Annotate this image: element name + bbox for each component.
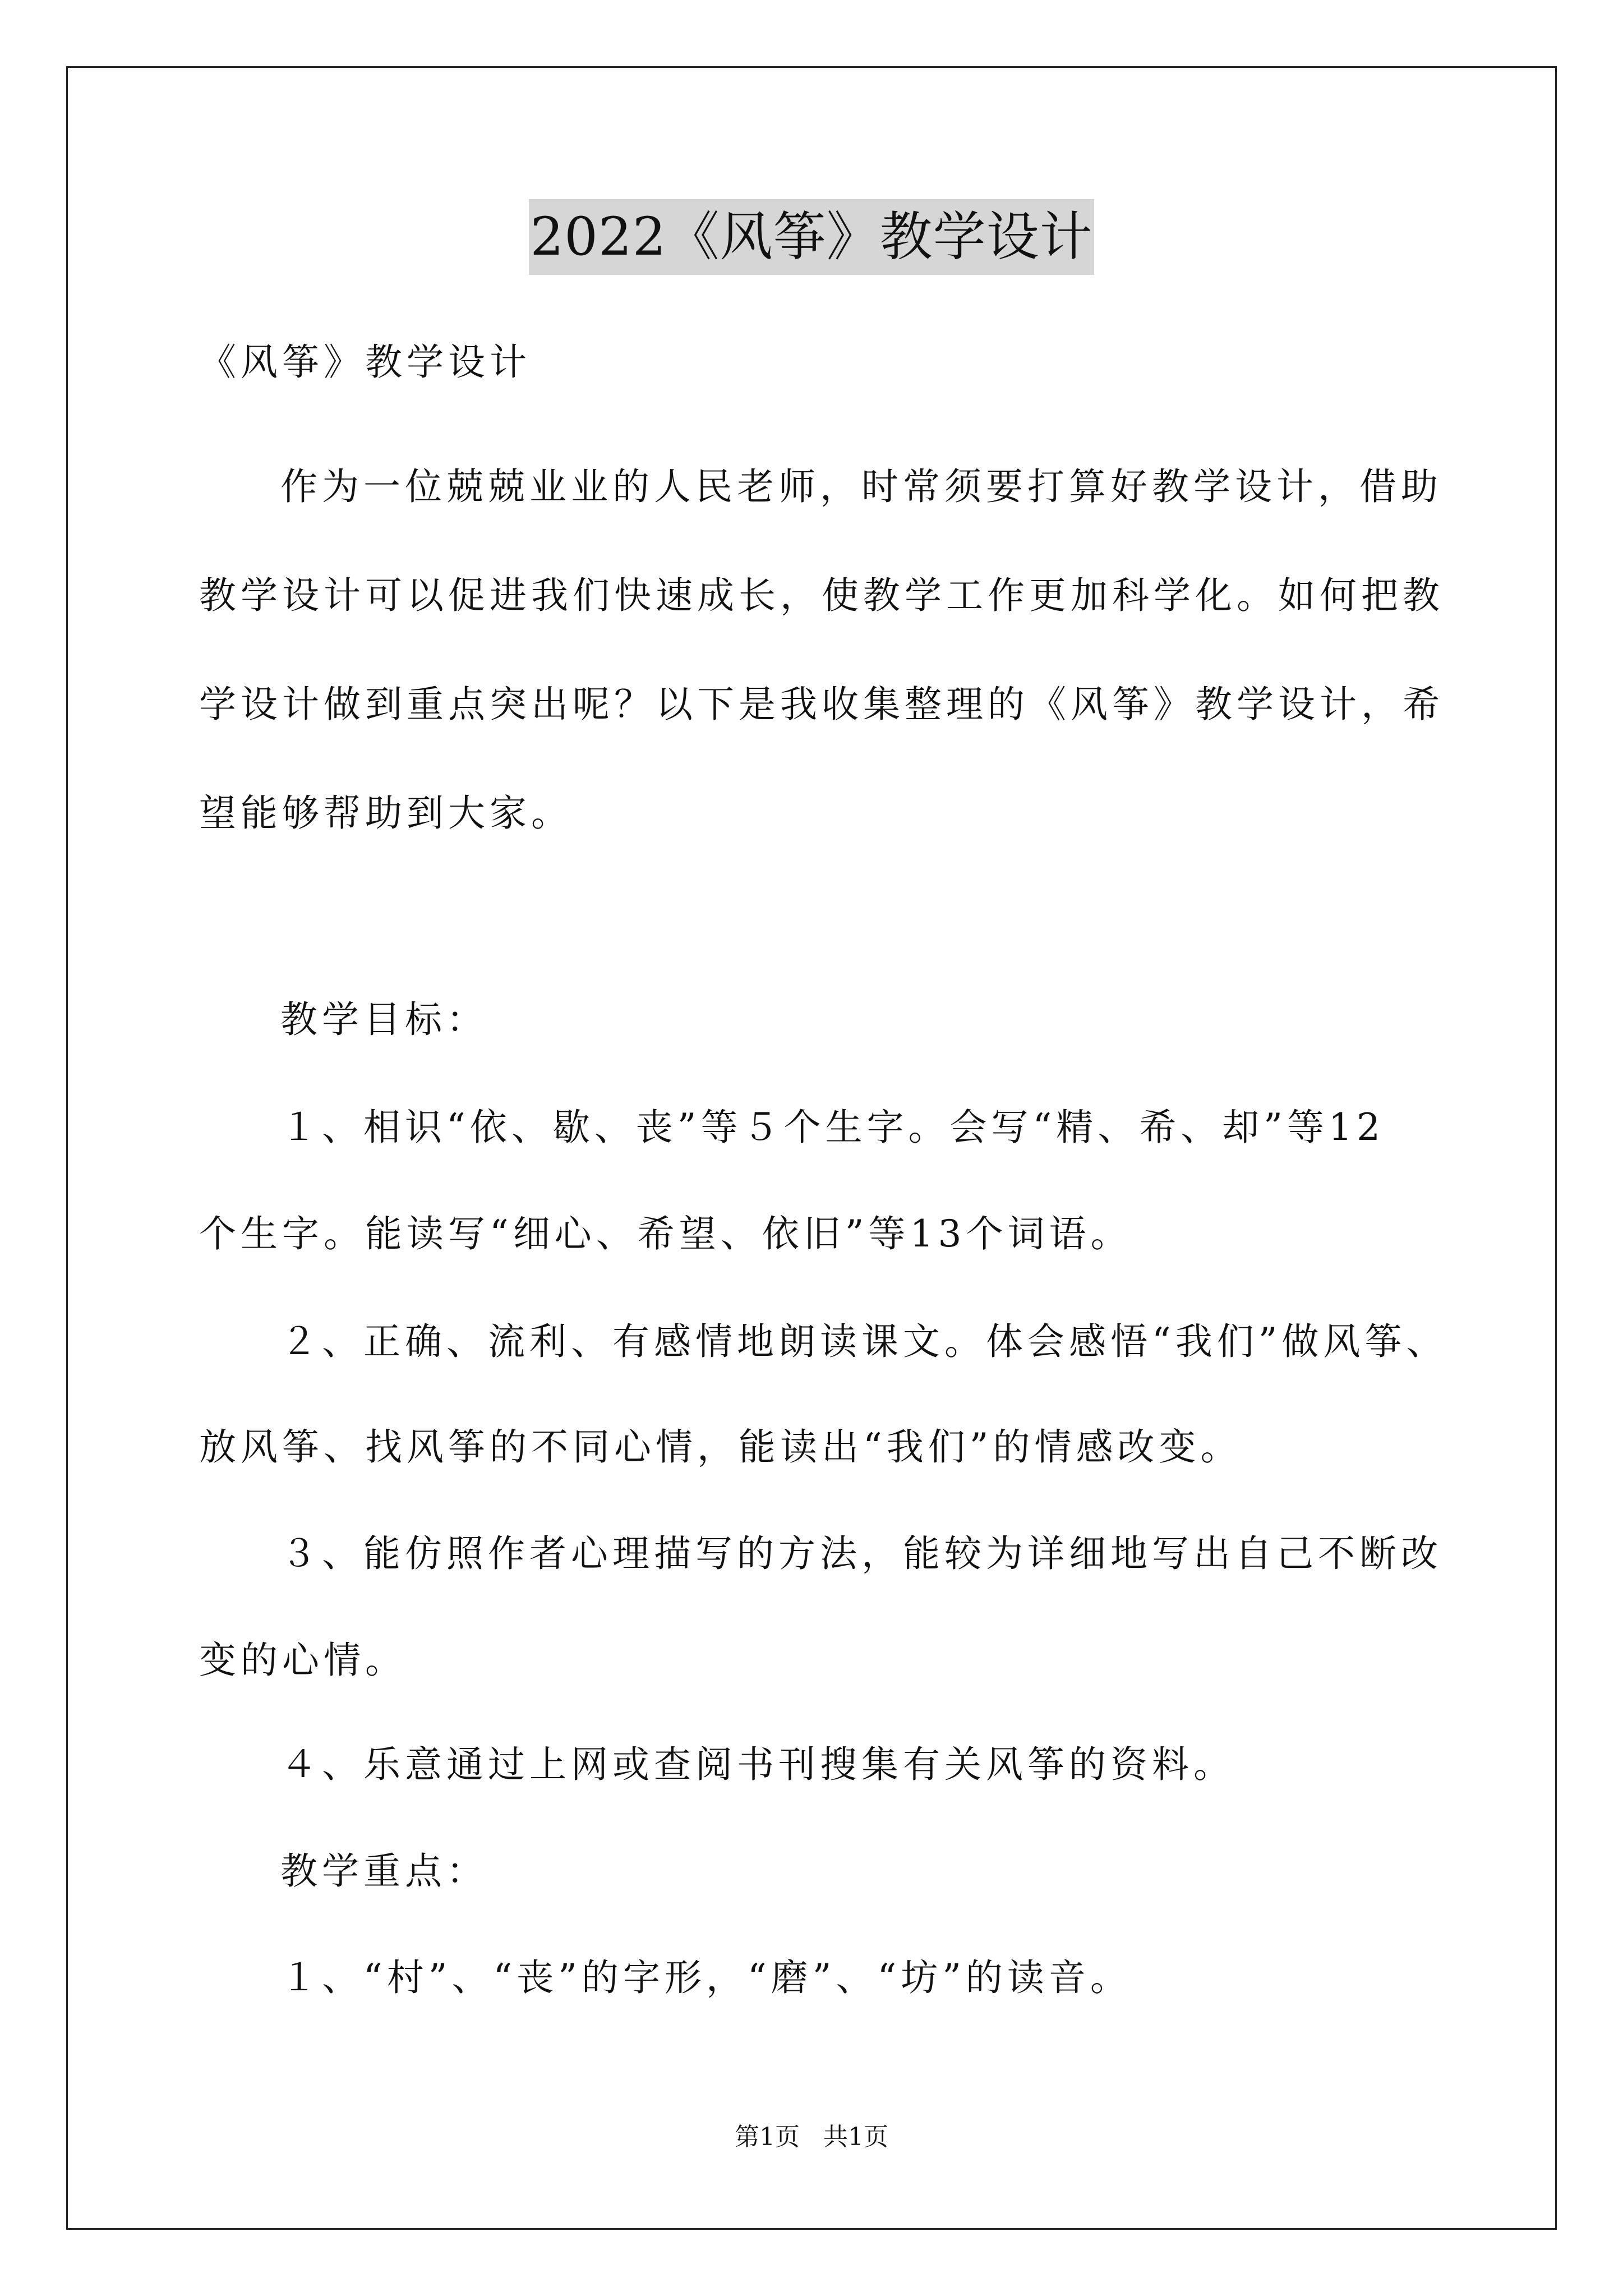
objective-line: 放风筝、找风筝的不同心情，能读出“我们”的情感改变。: [199, 1425, 1242, 1469]
paragraph-line: 教学设计可以促进我们快速成长，使教学工作更加科学化。如何把教: [199, 574, 1444, 617]
objective-line: ３、能仿照作者心理描写的方法，能较为详细地写出自己不断改: [280, 1532, 1442, 1575]
page-total: 共1页: [823, 2123, 888, 2151]
objective-line: 个生字。能读写“细心、希望、依旧”等13个词语。: [199, 1212, 1132, 1255]
objective-line: 变的心情。: [199, 1639, 407, 1682]
keypoint-line: １、“村”、“丧”的字形，“磨”、“坊”的读音。: [280, 1956, 1132, 1999]
title-container: [0, 199, 1623, 275]
paragraph-line: 望能够帮助到大家。: [199, 792, 573, 835]
paragraph-line: 学设计做到重点突出呢？以下是我收集整理的《风筝》教学设计，希: [199, 683, 1444, 726]
page-number: 第1页: [735, 2123, 800, 2151]
section-heading-objectives: 教学目标：: [280, 998, 488, 1041]
section-heading-keypoints: 教学重点：: [280, 1849, 488, 1893]
objective-line: ２、正确、流利、有感情地朗读课文。体会感悟“我们”做风筝、: [280, 1320, 1448, 1363]
objective-line: １、相识“依、歇、丧”等５个生字。会写“精、希、却”等12: [280, 1106, 1385, 1149]
subtitle-line: 《风筝》教学设计: [199, 341, 531, 384]
paragraph-line: 作为一位兢兢业业的人民老师，时常须要打算好教学设计，借助: [280, 465, 1442, 508]
document-title: 2022《风筝》教学设计: [529, 199, 1094, 275]
objective-line: ４、乐意通过上网或查阅书刊搜集有关风筝的资料。: [280, 1743, 1235, 1786]
page-footer: [0, 2122, 1623, 2153]
